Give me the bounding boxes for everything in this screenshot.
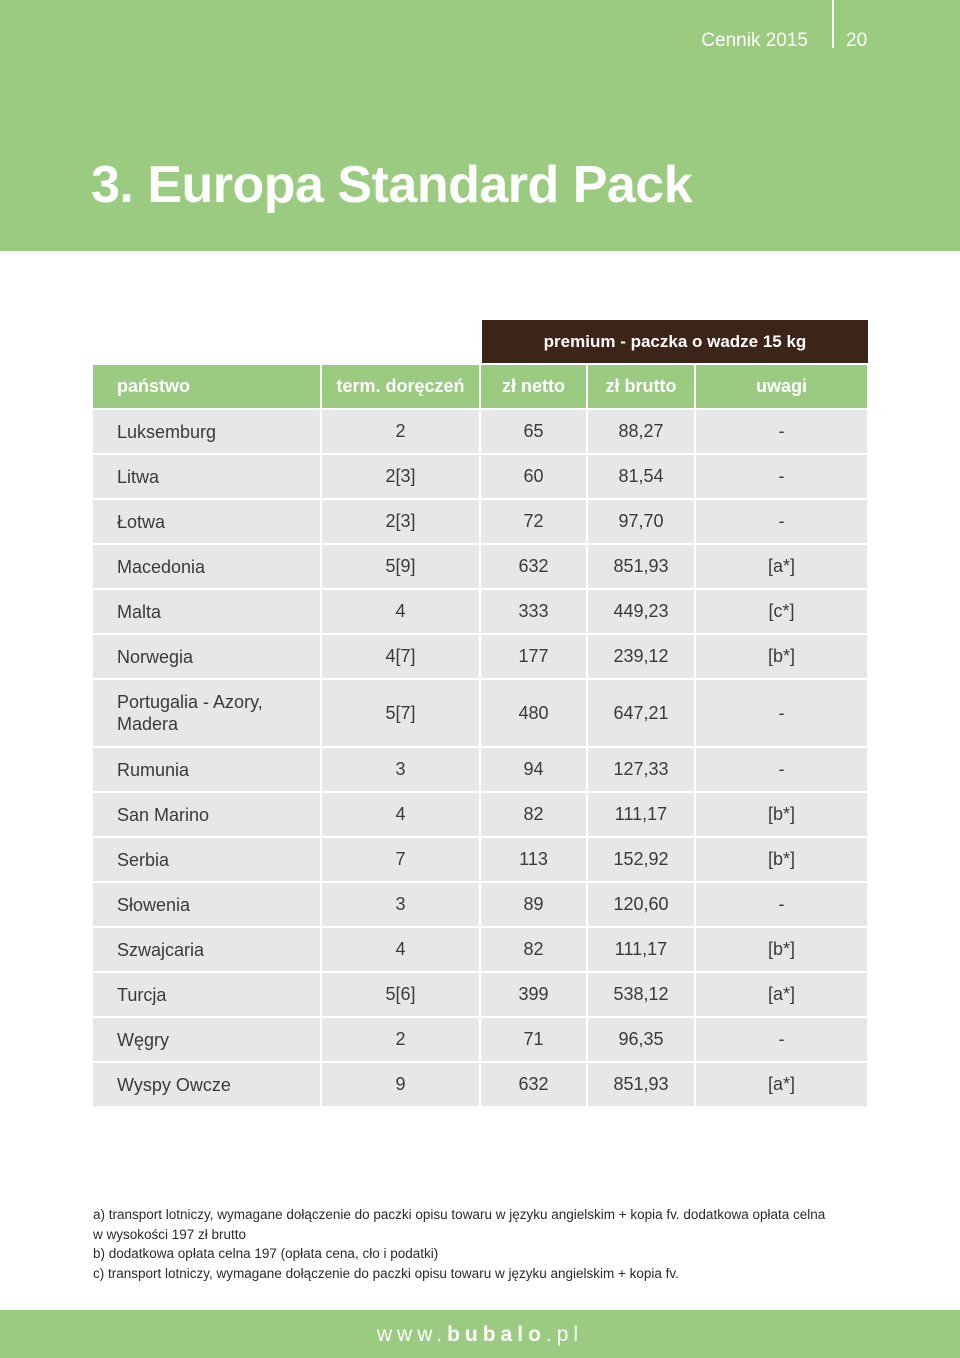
- cell-gross-price: 111,17: [588, 928, 694, 971]
- cell-net-price: 94: [481, 748, 586, 791]
- cell-delivery-term: 2: [322, 1018, 479, 1061]
- cell-country: Macedonia: [93, 545, 320, 588]
- cell-gross-price: 97,70: [588, 500, 694, 543]
- cell-gross-price: 127,33: [588, 748, 694, 791]
- table-row: [93, 500, 867, 543]
- cell-delivery-term: 4: [322, 928, 479, 971]
- footnotes: [93, 1205, 833, 1283]
- column-header-delivery-term: term. doręczeń: [322, 365, 479, 408]
- cell-country: Serbia: [93, 838, 320, 881]
- cell-gross-price: 88,27: [588, 410, 694, 453]
- cell-notes: [a*]: [696, 545, 867, 588]
- table-row: [93, 545, 867, 588]
- column-header-notes: uwagi: [696, 365, 867, 408]
- cell-notes: -: [696, 1018, 867, 1061]
- cell-gross-price: 152,92: [588, 838, 694, 881]
- cell-gross-price: 81,54: [588, 455, 694, 498]
- cell-notes: [b*]: [696, 793, 867, 836]
- cell-notes: -: [696, 500, 867, 543]
- table-header-row: [93, 365, 867, 408]
- price-table: [91, 363, 869, 1108]
- footnote-a: a) transport lotniczy, wymagane dołączenie do paczki opisu towaru w języku angielskim + kopia fv. dodatkowa opłata celna w wysokości 197 zł brutto: [93, 1207, 826, 1242]
- table-row: [93, 410, 867, 453]
- cell-notes: -: [696, 455, 867, 498]
- cell-country: Wyspy Owcze: [93, 1063, 320, 1106]
- cell-net-price: 113: [481, 838, 586, 881]
- column-header-gross-price: zł brutto: [588, 365, 694, 408]
- cell-gross-price: 647,21: [588, 680, 694, 746]
- cell-gross-price: 538,12: [588, 973, 694, 1016]
- cell-country: Rumunia: [93, 748, 320, 791]
- table-row: [93, 748, 867, 791]
- cell-net-price: 72: [481, 500, 586, 543]
- cell-notes: [b*]: [696, 928, 867, 971]
- cell-gross-price: 449,23: [588, 590, 694, 633]
- cell-gross-price: 851,93: [588, 1063, 694, 1106]
- table-row: [93, 928, 867, 971]
- cell-gross-price: 239,12: [588, 635, 694, 678]
- cell-country: Szwajcaria: [93, 928, 320, 971]
- url-prefix: www.: [376, 1323, 448, 1346]
- cell-notes: -: [696, 748, 867, 791]
- cell-delivery-term: 9: [322, 1063, 479, 1106]
- table-row: [93, 1018, 867, 1061]
- table-row: [93, 838, 867, 881]
- cell-net-price: 632: [481, 545, 586, 588]
- cell-delivery-term: 5[7]: [322, 680, 479, 746]
- table-row: [93, 883, 867, 926]
- table-row: [93, 590, 867, 633]
- cell-delivery-term: 5[9]: [322, 545, 479, 588]
- cell-country: Norwegia: [93, 635, 320, 678]
- cell-net-price: 65: [481, 410, 586, 453]
- cell-notes: [b*]: [696, 635, 867, 678]
- cell-gross-price: 851,93: [588, 545, 694, 588]
- table-row: [93, 455, 867, 498]
- cell-delivery-term: 4[7]: [322, 635, 479, 678]
- cell-gross-price: 120,60: [588, 883, 694, 926]
- document-label: Cennik 2015: [701, 30, 808, 51]
- cell-country: San Marino: [93, 793, 320, 836]
- cell-delivery-term: 3: [322, 883, 479, 926]
- cell-notes: [c*]: [696, 590, 867, 633]
- cell-notes: -: [696, 883, 867, 926]
- header-divider: [832, 0, 834, 48]
- cell-country: Litwa: [93, 455, 320, 498]
- table-body: [93, 410, 867, 1106]
- table-row: [93, 680, 867, 746]
- cell-net-price: 82: [481, 928, 586, 971]
- cell-notes: -: [696, 410, 867, 453]
- table-row: [93, 1063, 867, 1106]
- cell-delivery-term: 2: [322, 410, 479, 453]
- cell-notes: -: [696, 680, 867, 746]
- cell-country: Węgry: [93, 1018, 320, 1061]
- cell-gross-price: 111,17: [588, 793, 694, 836]
- table-row: [93, 635, 867, 678]
- footnote-b: b) dodatkowa opłata celna 197 (opłata cena, cło i podatki): [93, 1246, 439, 1261]
- cell-notes: [b*]: [696, 838, 867, 881]
- page-number: 20: [846, 30, 868, 51]
- column-header-net-price: zł netto: [481, 365, 586, 408]
- column-header-country: państwo: [93, 365, 320, 408]
- url-brand: bubalo: [447, 1323, 546, 1346]
- website-url[interactable]: [0, 1323, 960, 1347]
- cell-delivery-term: 5[6]: [322, 973, 479, 1016]
- table-row: [93, 973, 867, 1016]
- cell-country: Malta: [93, 590, 320, 633]
- cell-net-price: 632: [481, 1063, 586, 1106]
- page-title: 3. Europa Standard Pack: [91, 156, 693, 214]
- cell-net-price: 177: [481, 635, 586, 678]
- url-suffix: .pl: [545, 1323, 584, 1346]
- cell-delivery-term: 4: [322, 590, 479, 633]
- cell-country: Łotwa: [93, 500, 320, 543]
- cell-gross-price: 96,35: [588, 1018, 694, 1061]
- cell-country: Turcja: [93, 973, 320, 1016]
- table-row: [93, 793, 867, 836]
- cell-net-price: 82: [481, 793, 586, 836]
- cell-net-price: 399: [481, 973, 586, 1016]
- cell-country: Luksemburg: [93, 410, 320, 453]
- cell-notes: [a*]: [696, 973, 867, 1016]
- cell-net-price: 60: [481, 455, 586, 498]
- cell-net-price: 89: [481, 883, 586, 926]
- page-footer: [0, 1310, 960, 1358]
- cell-delivery-term: 2[3]: [322, 500, 479, 543]
- cell-country: Portugalia - Azory, Madera: [93, 680, 320, 746]
- cell-country: Słowenia: [93, 883, 320, 926]
- premium-group-header: premium - paczka o wadze 15 kg: [482, 320, 868, 363]
- cell-delivery-term: 7: [322, 838, 479, 881]
- page-header: [0, 0, 960, 251]
- cell-notes: [a*]: [696, 1063, 867, 1106]
- cell-net-price: 333: [481, 590, 586, 633]
- cell-delivery-term: 3: [322, 748, 479, 791]
- cell-delivery-term: 4: [322, 793, 479, 836]
- cell-delivery-term: 2[3]: [322, 455, 479, 498]
- footnote-c: c) transport lotniczy, wymagane dołączenie do paczki opisu towaru w języku angielskim + kopia fv.: [93, 1265, 679, 1281]
- cell-net-price: 71: [481, 1018, 586, 1061]
- cell-net-price: 480: [481, 680, 586, 746]
